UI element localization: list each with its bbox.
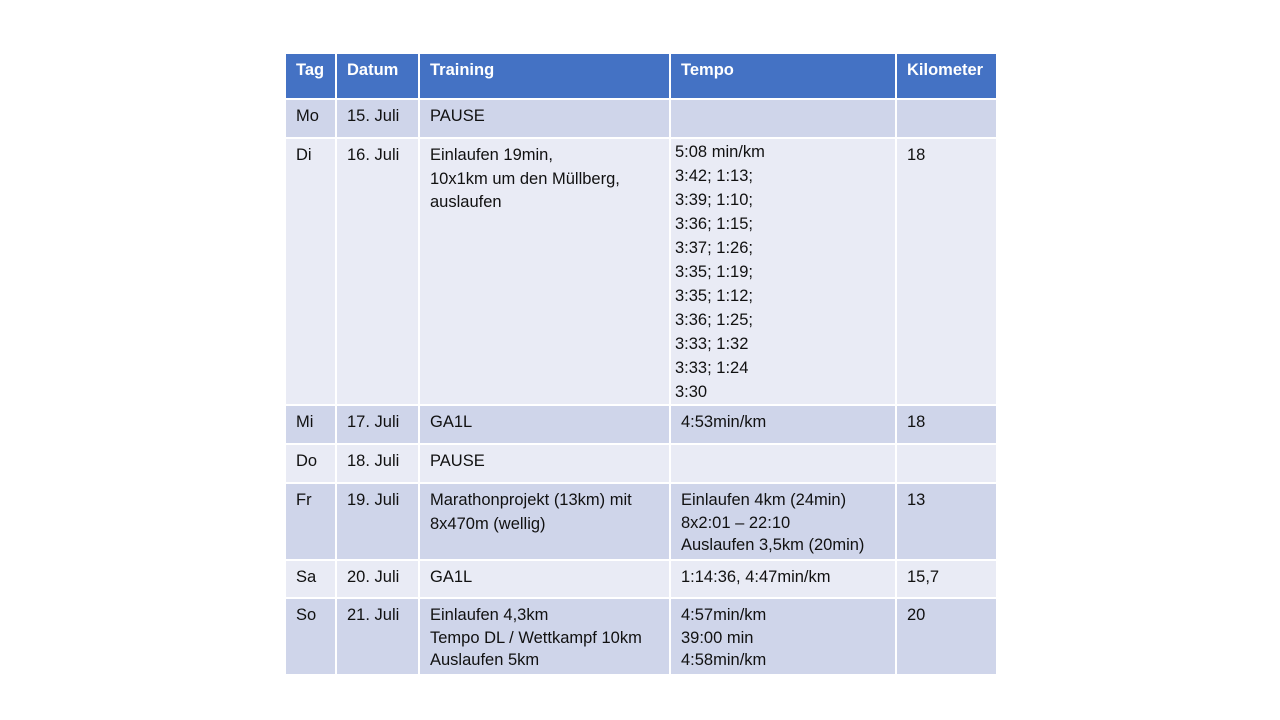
cell-datum: 21. Juli bbox=[336, 598, 419, 675]
cell-kilometer: 18 bbox=[896, 138, 997, 405]
table-row bbox=[285, 138, 997, 405]
cell-tag: Mo bbox=[285, 99, 336, 138]
table-row bbox=[285, 99, 997, 138]
cell-training: Einlaufen 4,3km Tempo DL / Wettkampf 10km Auslaufen 5km bbox=[419, 598, 670, 675]
cell-tag: Sa bbox=[285, 560, 336, 598]
table-row bbox=[285, 483, 997, 560]
cell-kilometer: 15,7 bbox=[896, 560, 997, 598]
cell-training: PAUSE bbox=[419, 99, 670, 138]
cell-kilometer bbox=[896, 99, 997, 138]
header-datum: Datum bbox=[336, 53, 419, 99]
cell-datum: 19. Juli bbox=[336, 483, 419, 560]
cell-datum: 20. Juli bbox=[336, 560, 419, 598]
cell-kilometer: 20 bbox=[896, 598, 997, 675]
cell-tempo: Einlaufen 4km (24min) 8x2:01 – 22:10 Auslaufen 3,5km (20min) bbox=[670, 483, 896, 560]
cell-tempo bbox=[670, 444, 896, 483]
cell-tag: Fr bbox=[285, 483, 336, 560]
cell-tag: Di bbox=[285, 138, 336, 405]
cell-kilometer: 13 bbox=[896, 483, 997, 560]
cell-tag: Mi bbox=[285, 405, 336, 444]
table-row bbox=[285, 598, 997, 675]
cell-training: Einlaufen 19min, 10x1km um den Müllberg, auslaufen bbox=[419, 138, 670, 405]
table-row bbox=[285, 560, 997, 598]
cell-tag: Do bbox=[285, 444, 336, 483]
cell-kilometer bbox=[896, 444, 997, 483]
cell-datum: 15. Juli bbox=[336, 99, 419, 138]
cell-training: Marathonprojekt (13km) mit 8x470m (wellig) bbox=[419, 483, 670, 560]
header-tag: Tag bbox=[285, 53, 336, 99]
cell-tempo: 5:08 min/km 3:42; 1:13; 3:39; 1:10; 3:36; 1:15; 3:37; 1:26; 3:35; 1:19; 3:35; 1:12; 3:36; 1:25; 3:33; 1:32 3:33; 1:24 3:30 bbox=[670, 138, 896, 405]
header-row bbox=[285, 53, 997, 99]
table-row bbox=[285, 405, 997, 444]
cell-datum: 18. Juli bbox=[336, 444, 419, 483]
table-row bbox=[285, 444, 997, 483]
header-kilometer: Kilometer bbox=[896, 53, 997, 99]
cell-training: GA1L bbox=[419, 560, 670, 598]
header-training: Training bbox=[419, 53, 670, 99]
cell-kilometer: 18 bbox=[896, 405, 997, 444]
cell-tag: So bbox=[285, 598, 336, 675]
header-tempo: Tempo bbox=[670, 53, 896, 99]
cell-training: GA1L bbox=[419, 405, 670, 444]
cell-tempo: 1:14:36, 4:47min/km bbox=[670, 560, 896, 598]
cell-datum: 16. Juli bbox=[336, 138, 419, 405]
cell-tempo bbox=[670, 99, 896, 138]
cell-tempo: 4:57min/km 39:00 min 4:58min/km bbox=[670, 598, 896, 675]
cell-datum: 17. Juli bbox=[336, 405, 419, 444]
cell-tempo: 4:53min/km bbox=[670, 405, 896, 444]
training-table bbox=[284, 52, 998, 676]
cell-training: PAUSE bbox=[419, 444, 670, 483]
